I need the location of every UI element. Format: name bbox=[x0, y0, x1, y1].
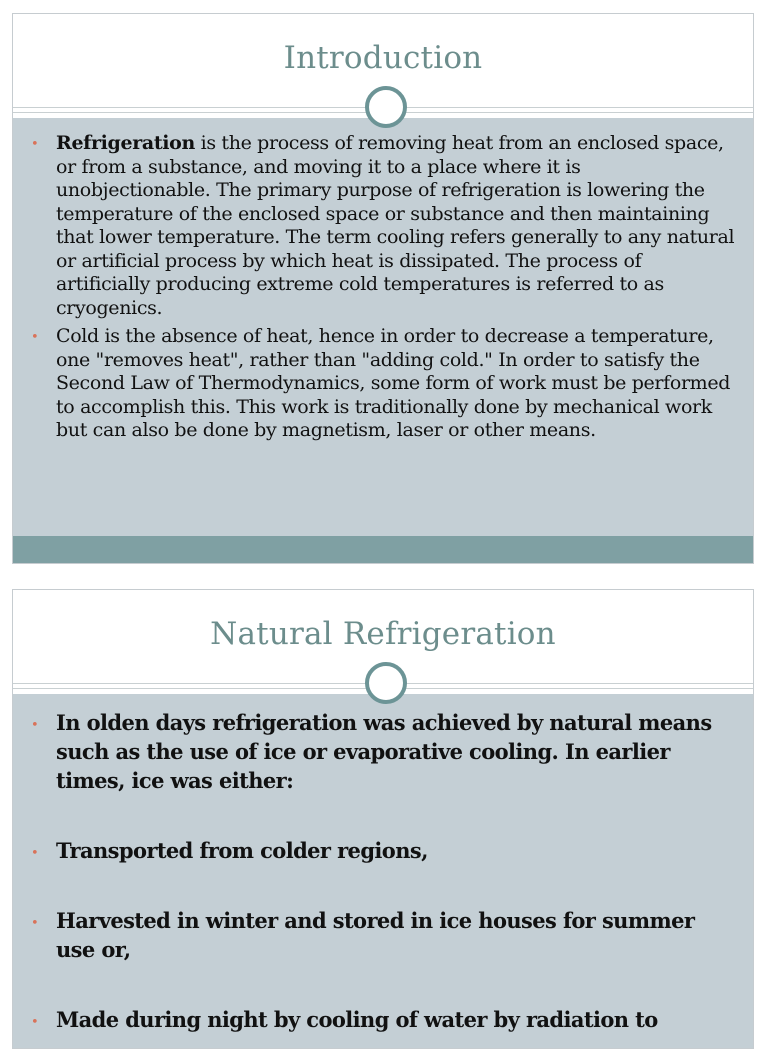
bullet-icon: • bbox=[31, 718, 39, 733]
footer-band bbox=[13, 536, 753, 563]
bullet-item bbox=[13, 836, 753, 865]
slide-content bbox=[13, 118, 753, 563]
bullet-text: Cold is the absence of heat, hence in order to decrease a temperature, one "removes heat", rather than "adding cold." In order to satisfy the Second Law of Thermodynamics, some form of work must be performed to accomplish this. This work is traditionally done by mechanical work but can also be done by magnetism, laser or other means. bbox=[56, 325, 731, 441]
bullet-icon: • bbox=[31, 916, 39, 931]
slide-introduction bbox=[12, 13, 754, 564]
bullet-list bbox=[13, 708, 753, 1049]
bullet-icon: • bbox=[31, 1015, 39, 1030]
bullet-icon: • bbox=[31, 330, 39, 345]
bullet-text: Harvested in winter and stored in ice houses for summer use or, bbox=[56, 908, 695, 962]
circle-ornament-icon bbox=[365, 86, 407, 128]
circle-ornament-icon bbox=[365, 662, 407, 704]
bullet-item bbox=[13, 132, 753, 320]
slide-content bbox=[13, 694, 753, 1048]
bullet-text: Transported from colder regions, bbox=[56, 838, 428, 863]
bullet-bold-term: Refrigeration bbox=[56, 132, 195, 154]
bullet-item bbox=[13, 325, 753, 443]
bullet-text: Made during night by cooling of water by radiation to bbox=[56, 1007, 658, 1032]
bullet-list bbox=[13, 132, 753, 448]
bullet-text: In olden days refrigeration was achieved by natural means such as the use of ice or evaporative cooling. In earlier times, ice was either: bbox=[56, 710, 712, 793]
bullet-item bbox=[13, 708, 753, 795]
bullet-text: is the process of removing heat from an enclosed space, or from a substance, and moving it to a place where it is unobjectionable. The primary purpose of refrigeration is lowering the temperature of the enclosed space or substance and then maintaining that lower temperature. The term cooling refers generally to any natural or artificial process by which heat is dissipated. The process of artificially producing extreme cold temperatures is referred to as cryogenics. bbox=[56, 132, 735, 319]
bullet-icon: • bbox=[31, 846, 39, 861]
bullet-item bbox=[13, 1005, 753, 1034]
slide-title: Natural Refrigeration bbox=[210, 616, 556, 652]
slide-title: Introduction bbox=[283, 40, 483, 76]
slide-natural-refrigeration bbox=[12, 589, 754, 1049]
bullet-item bbox=[13, 906, 753, 964]
bullet-icon: • bbox=[31, 137, 39, 152]
